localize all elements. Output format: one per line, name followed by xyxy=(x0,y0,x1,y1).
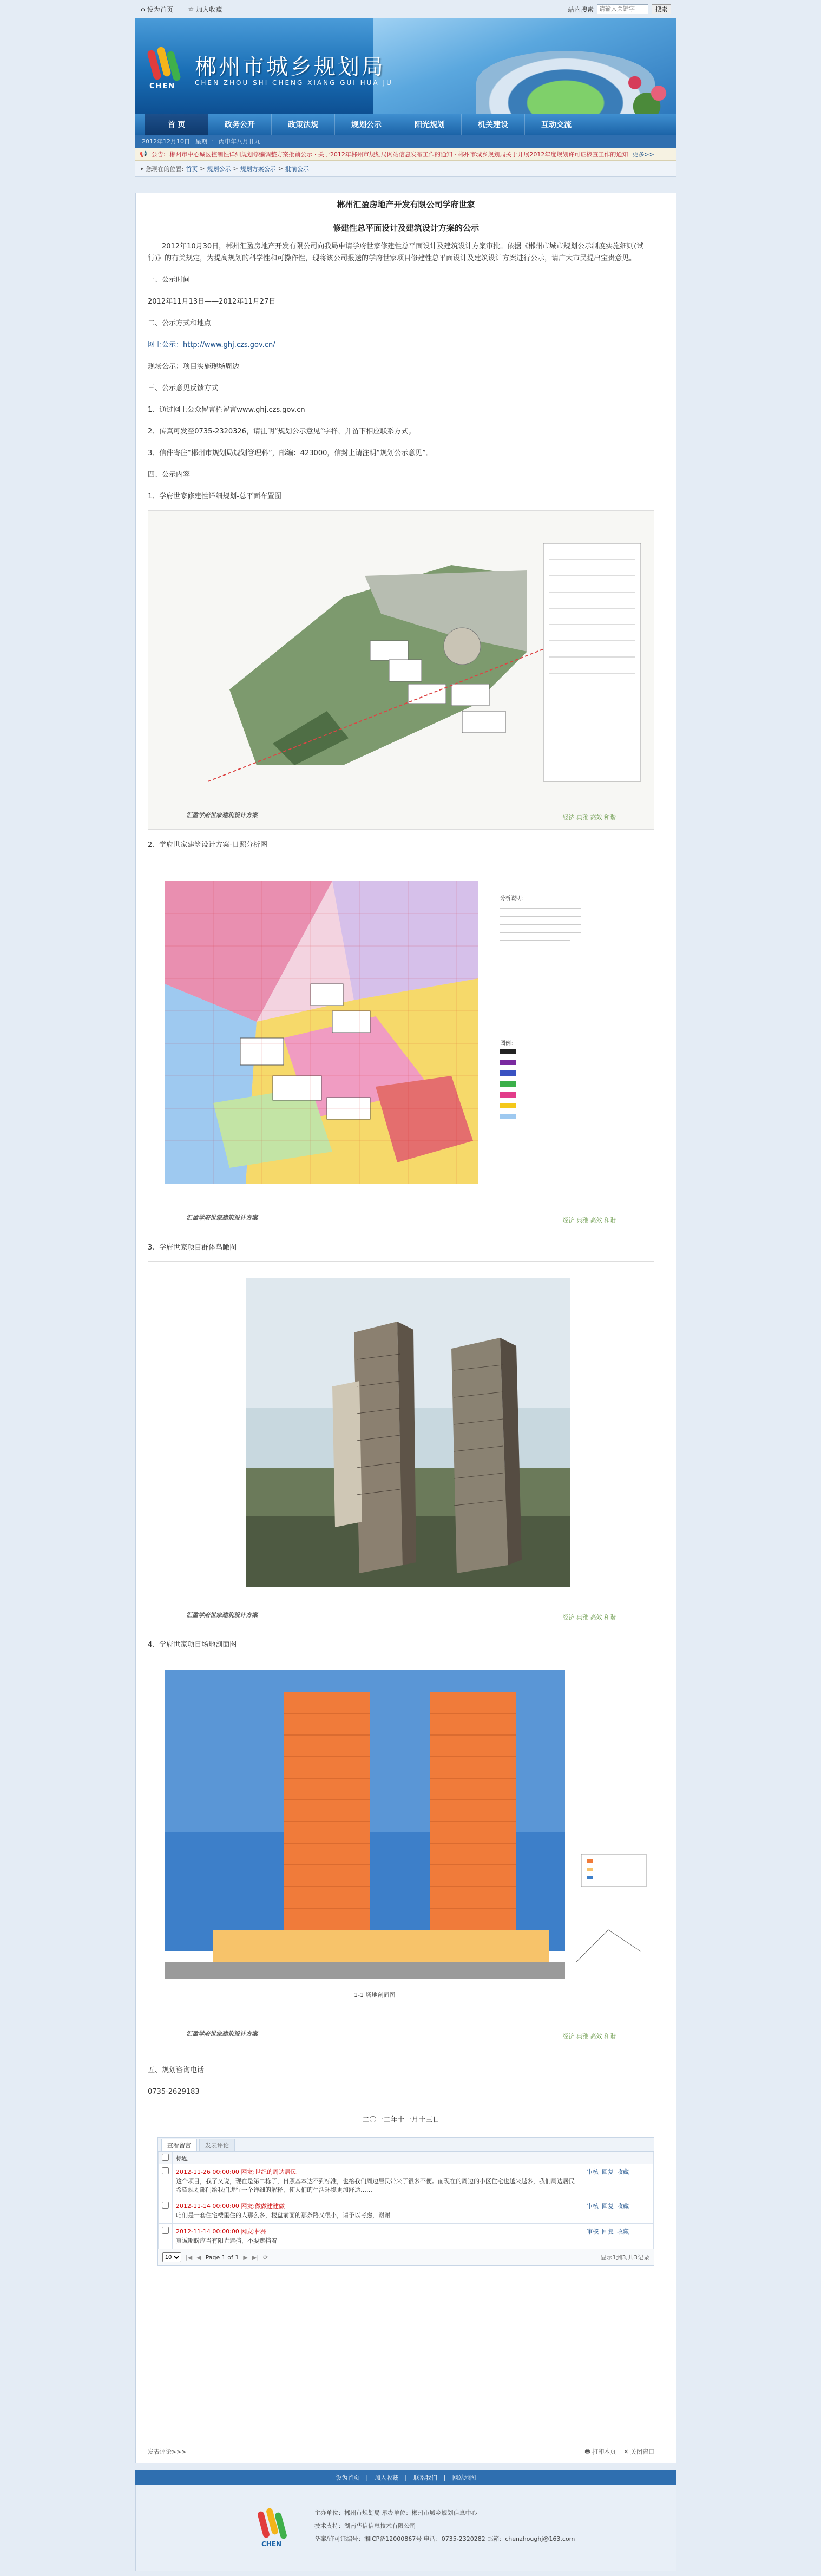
article-title: 郴州汇盈房地产开发有限公司学府世家 xyxy=(337,200,475,209)
article-intro: 2012年10月30日，郴州汇盈房地产开发有限公司向我局申请学府世家修建性总平面设计及建筑设计方案审批。依据《郴州市城市规划公示制度实施细则(试行)》的有关规定，为提高规划的科学性和可操作性，现将该公司报送的学府世家项目修建性总平面设计及建筑设计方案进行公示，请广大市民提出宝贵意见。 xyxy=(148,242,644,262)
ticker-more-link[interactable]: 更多>> xyxy=(632,150,654,158)
total-pages: 1 xyxy=(235,2253,239,2261)
location-icon: ▸ xyxy=(141,165,144,172)
article-body xyxy=(136,241,676,2126)
footer-license: 备案/许可证编号：湘ICP备12000867号 电话：0735-2320282 邮箱：chenzhoughj@163.com xyxy=(314,2535,575,2542)
figure-2-title: 2、学府世家建筑设计方案-日照分析图 xyxy=(148,841,267,849)
consult-phone: 0735-2629183 xyxy=(148,2088,200,2096)
tab-post-comment[interactable]: 发表评论 xyxy=(199,2139,235,2151)
date-bar xyxy=(135,135,676,148)
section-5-heading: 五、规划咨询电话 xyxy=(148,2066,205,2074)
comment-row xyxy=(159,2198,654,2224)
footer-sitemap[interactable]: 网站地图 xyxy=(452,2474,476,2481)
figure-2-caption: 汇盈学府世家建筑设计方案 xyxy=(186,1214,258,1221)
article-date: 二〇一二年十一月十三日 xyxy=(362,2116,440,2124)
site-title: 郴州市城乡规划局 xyxy=(195,55,385,80)
breadcrumb-home[interactable]: 首页 xyxy=(186,165,198,173)
figure-4-slogan: 经济 典雅 高效 和谐 xyxy=(562,2033,616,2040)
ticker-text[interactable]: 郴州市中心城区控制性详细规划修编调整方案批前公示 · 关于2012年郴州市规划局网站信息发布工作的通知 · 郴州市城乡规划局关于开展2012年度规划许可证核查工作的通知 xyxy=(169,150,628,158)
megaphone-icon: 📢 xyxy=(140,150,147,157)
footer-logo: CHEN xyxy=(255,2508,304,2551)
site-title-pinyin: CHEN ZHOU SHI CHENG XIANG GUI HUA JU xyxy=(195,79,393,87)
comment-time: 2012-11-14 00:00:00 xyxy=(176,2203,239,2210)
search-button[interactable]: 搜索 xyxy=(652,4,671,14)
footer-set-home[interactable]: 设为首页 xyxy=(336,2474,360,2481)
nav-interaction[interactable]: 互动交流 xyxy=(525,114,588,135)
reply-link[interactable]: 回复 xyxy=(602,2203,614,2210)
figure-1-slogan: 经济 典雅 高效 和谐 xyxy=(562,814,616,821)
comment-text: 这个项目，我了又说，现在是第二栋了，日照基本达不到标准，也给我们周边居民带来了很多不便。而现在的周边的小区住宅也越来越多，我们周边居民希望规划部门给我们进行一个详细的解释，使人们的生活环境更加舒适…… xyxy=(176,2178,575,2193)
comment-author[interactable]: 网友:世纪的周边居民 xyxy=(241,2168,297,2176)
nav-organ-building[interactable]: 机关建设 xyxy=(462,114,525,135)
aerial-view-drawing xyxy=(148,1262,654,1629)
row-checkbox[interactable] xyxy=(162,2202,169,2209)
figure-3-slogan: 经济 典雅 高效 和谐 xyxy=(562,1614,616,1621)
site-plan-drawing xyxy=(148,511,654,830)
weekday-text: 星期一 xyxy=(195,138,213,145)
nav-gov-open[interactable]: 政务公开 xyxy=(208,114,272,135)
search-input[interactable] xyxy=(597,4,648,14)
site-section-image xyxy=(148,1659,654,2048)
site-plan-image xyxy=(148,510,654,830)
online-notice-url[interactable]: 网上公示：http://www.ghj.czs.gov.cn/ xyxy=(148,341,275,349)
site-section-drawing xyxy=(148,1659,654,2048)
pager-info: 显示1到3,共3记录 xyxy=(600,2254,649,2261)
footer-nav: 设为首页 | 加入收藏 | 联系我们 | 网站地图 xyxy=(135,2470,676,2485)
footer-organizer: 主办单位：郴州市规划局 承办单位：郴州市城乡规划信息中心 xyxy=(314,2509,477,2516)
set-home-link[interactable]: ⌂ 设为首页 xyxy=(141,5,173,14)
section-4-heading: 四、公示内容 xyxy=(148,471,191,479)
first-page-icon[interactable]: |◀ xyxy=(186,2253,193,2261)
figure-2-slogan: 经济 典雅 高效 和谐 xyxy=(562,1217,616,1224)
site-search xyxy=(568,4,671,14)
lunar-date-text: 丙申年八月廿九 xyxy=(219,138,260,145)
feedback-online: 1、通过网上公众留言栏留言www.ghj.czs.gov.cn xyxy=(148,406,305,414)
comment-author[interactable]: 网友:郴州 xyxy=(241,2228,267,2235)
audit-link[interactable]: 审核 xyxy=(587,2203,599,2210)
sunlight-legend-title: 图例： xyxy=(500,1041,516,1047)
nav-policy[interactable]: 政策法规 xyxy=(272,114,335,135)
feedback-mail: 3、信件寄往“郴州市规划局规划管理科”，邮编：423000，信封上请注明“规划公示意见”。 xyxy=(148,449,433,457)
main-nav xyxy=(135,114,676,135)
ticker-label: 公告: xyxy=(151,150,166,158)
header-banner xyxy=(135,18,676,114)
audit-link[interactable]: 审核 xyxy=(587,2228,599,2235)
comment-row xyxy=(159,2224,654,2249)
footer-contact[interactable]: 联系我们 xyxy=(413,2474,437,2481)
footer-tech-support: 技术支持：湖南华信信息技术有限公司 xyxy=(314,2522,416,2529)
row-checkbox[interactable] xyxy=(162,2167,169,2174)
comment-time: 2012-11-26 00:00:00 xyxy=(176,2168,239,2176)
post-comment-link[interactable]: 发表评论>>> xyxy=(148,2448,187,2455)
section-label: 1-1 场地剖面图 xyxy=(354,1992,396,1999)
col-title: 标题 xyxy=(173,2152,583,2164)
nav-home[interactable]: 首 页 xyxy=(145,114,208,135)
prev-page-icon[interactable]: ◀ xyxy=(196,2253,201,2261)
figure-1-caption: 汇盈学府世家建筑设计方案 xyxy=(186,812,258,819)
refresh-icon[interactable]: ⟳ xyxy=(263,2253,268,2261)
close-icon: ✕ xyxy=(623,2448,629,2455)
last-page-icon[interactable]: ▶| xyxy=(252,2253,259,2261)
feedback-fax: 2、传真可发至0735-2320326，请注明“规划公示意见”字样，并留下相应联系方式。 xyxy=(148,428,416,436)
figure-1-title: 1、学府世家修建性详细规划-总平面布置图 xyxy=(148,492,281,501)
collect-link[interactable]: 收藏 xyxy=(617,2228,629,2235)
section-1-heading: 一、公示时间 xyxy=(148,276,191,284)
printer-icon: 🖶 xyxy=(584,2448,590,2455)
comments-panel xyxy=(157,2137,654,2266)
comments-table xyxy=(158,2152,654,2249)
select-all-checkbox[interactable] xyxy=(162,2154,169,2161)
article-panel xyxy=(135,193,676,2463)
page xyxy=(135,0,676,2576)
site-footer xyxy=(135,2485,676,2571)
add-favorite-link[interactable]: ☆ 加入收藏 xyxy=(188,5,222,14)
nav-sunshine-planning[interactable]: 阳光规划 xyxy=(398,114,462,135)
figure-4-caption: 汇盈学府世家建筑设计方案 xyxy=(186,2030,258,2038)
nav-planning-notice[interactable]: 规划公示 xyxy=(335,114,398,135)
current-page: 1 xyxy=(221,2253,226,2261)
comment-row xyxy=(159,2164,654,2198)
figure-3-caption: 汇盈学府世家建筑设计方案 xyxy=(186,1612,258,1619)
site-logo xyxy=(148,47,187,88)
row-checkbox[interactable] xyxy=(162,2227,169,2234)
comment-text: 真诚期盼应当有阳光遮挡，不要遮挡着 xyxy=(176,2237,277,2244)
breadcrumb-label: 您现在的位置: xyxy=(146,165,184,173)
collect-link[interactable]: 收藏 xyxy=(617,2168,629,2176)
breadcrumb-plan-notice[interactable]: 规划方案公示 xyxy=(240,165,276,173)
audit-link[interactable]: 审核 xyxy=(587,2168,599,2176)
footer-info xyxy=(314,2507,575,2546)
section-3-heading: 三、公示意见反馈方式 xyxy=(148,384,219,392)
home-icon: ⌂ xyxy=(141,5,145,13)
comment-text: 咱们是一套住宅楼里住的人那么多，楼盘前面的那条路又很小，请予以考虑，谢谢 xyxy=(176,2212,390,2219)
reply-link[interactable]: 回复 xyxy=(602,2228,614,2235)
breadcrumb-current[interactable]: 批前公示 xyxy=(285,165,309,173)
top-bar xyxy=(135,0,676,18)
sunlight-analysis-image xyxy=(148,859,654,1232)
next-page-icon[interactable]: ▶ xyxy=(243,2253,248,2261)
print-page-button[interactable]: 🖶 打印本页 xyxy=(584,2448,616,2455)
notice-ticker xyxy=(135,148,676,161)
flowers-image xyxy=(617,62,676,114)
comments-tabs xyxy=(158,2138,654,2152)
onsite-notice: 现场公示：项目实施现场周边 xyxy=(148,363,240,371)
comment-time: 2012-11-14 00:00:00 xyxy=(176,2228,239,2235)
footer-favorite[interactable]: 加入收藏 xyxy=(375,2474,399,2481)
date-text: 2012年12月10日 xyxy=(142,138,190,145)
comments-pager: 10 |◀ ◀ Page 1 of 1 ▶ ▶| ⟳ 显示1到3,共3记录 xyxy=(158,2249,654,2265)
logo-text: CHEN xyxy=(149,82,176,90)
reply-link[interactable]: 回复 xyxy=(602,2168,614,2176)
notice-period: 2012年11月13日——2012年11月27日 xyxy=(148,298,276,306)
comment-author[interactable]: 网友:做做建建做 xyxy=(241,2203,285,2210)
figure-3-title: 3、学府世家项目群体鸟瞰图 xyxy=(148,1244,237,1252)
breadcrumb: ▸ 您现在的位置: 首页 > 规划公示 > 规划方案公示 > 批前公示 xyxy=(135,161,676,177)
tab-view-comments[interactable]: 查看留言 xyxy=(161,2139,197,2151)
collect-link[interactable]: 收藏 xyxy=(617,2203,629,2210)
article-subtitle: 修建性总平面设计及建筑设计方案的公示 xyxy=(332,223,479,233)
sunlight-analysis-notes: 分析说明： xyxy=(500,896,527,902)
article-footer xyxy=(148,2447,654,2457)
figure-4-title: 4、学府世家项目场地剖面图 xyxy=(148,1641,237,1649)
sunlight-analysis-drawing xyxy=(148,859,654,1232)
close-window-button[interactable]: ✕ 关闭窗口 xyxy=(623,2448,654,2455)
page-size-select[interactable] xyxy=(162,2252,181,2262)
star-icon: ☆ xyxy=(188,5,194,13)
breadcrumb-planning-notice[interactable]: 规划公示 xyxy=(207,165,231,173)
section-2-heading: 二、公示方式和地点 xyxy=(148,319,212,327)
search-label: 站内搜索 xyxy=(567,5,594,14)
aerial-view-image xyxy=(148,1261,654,1629)
